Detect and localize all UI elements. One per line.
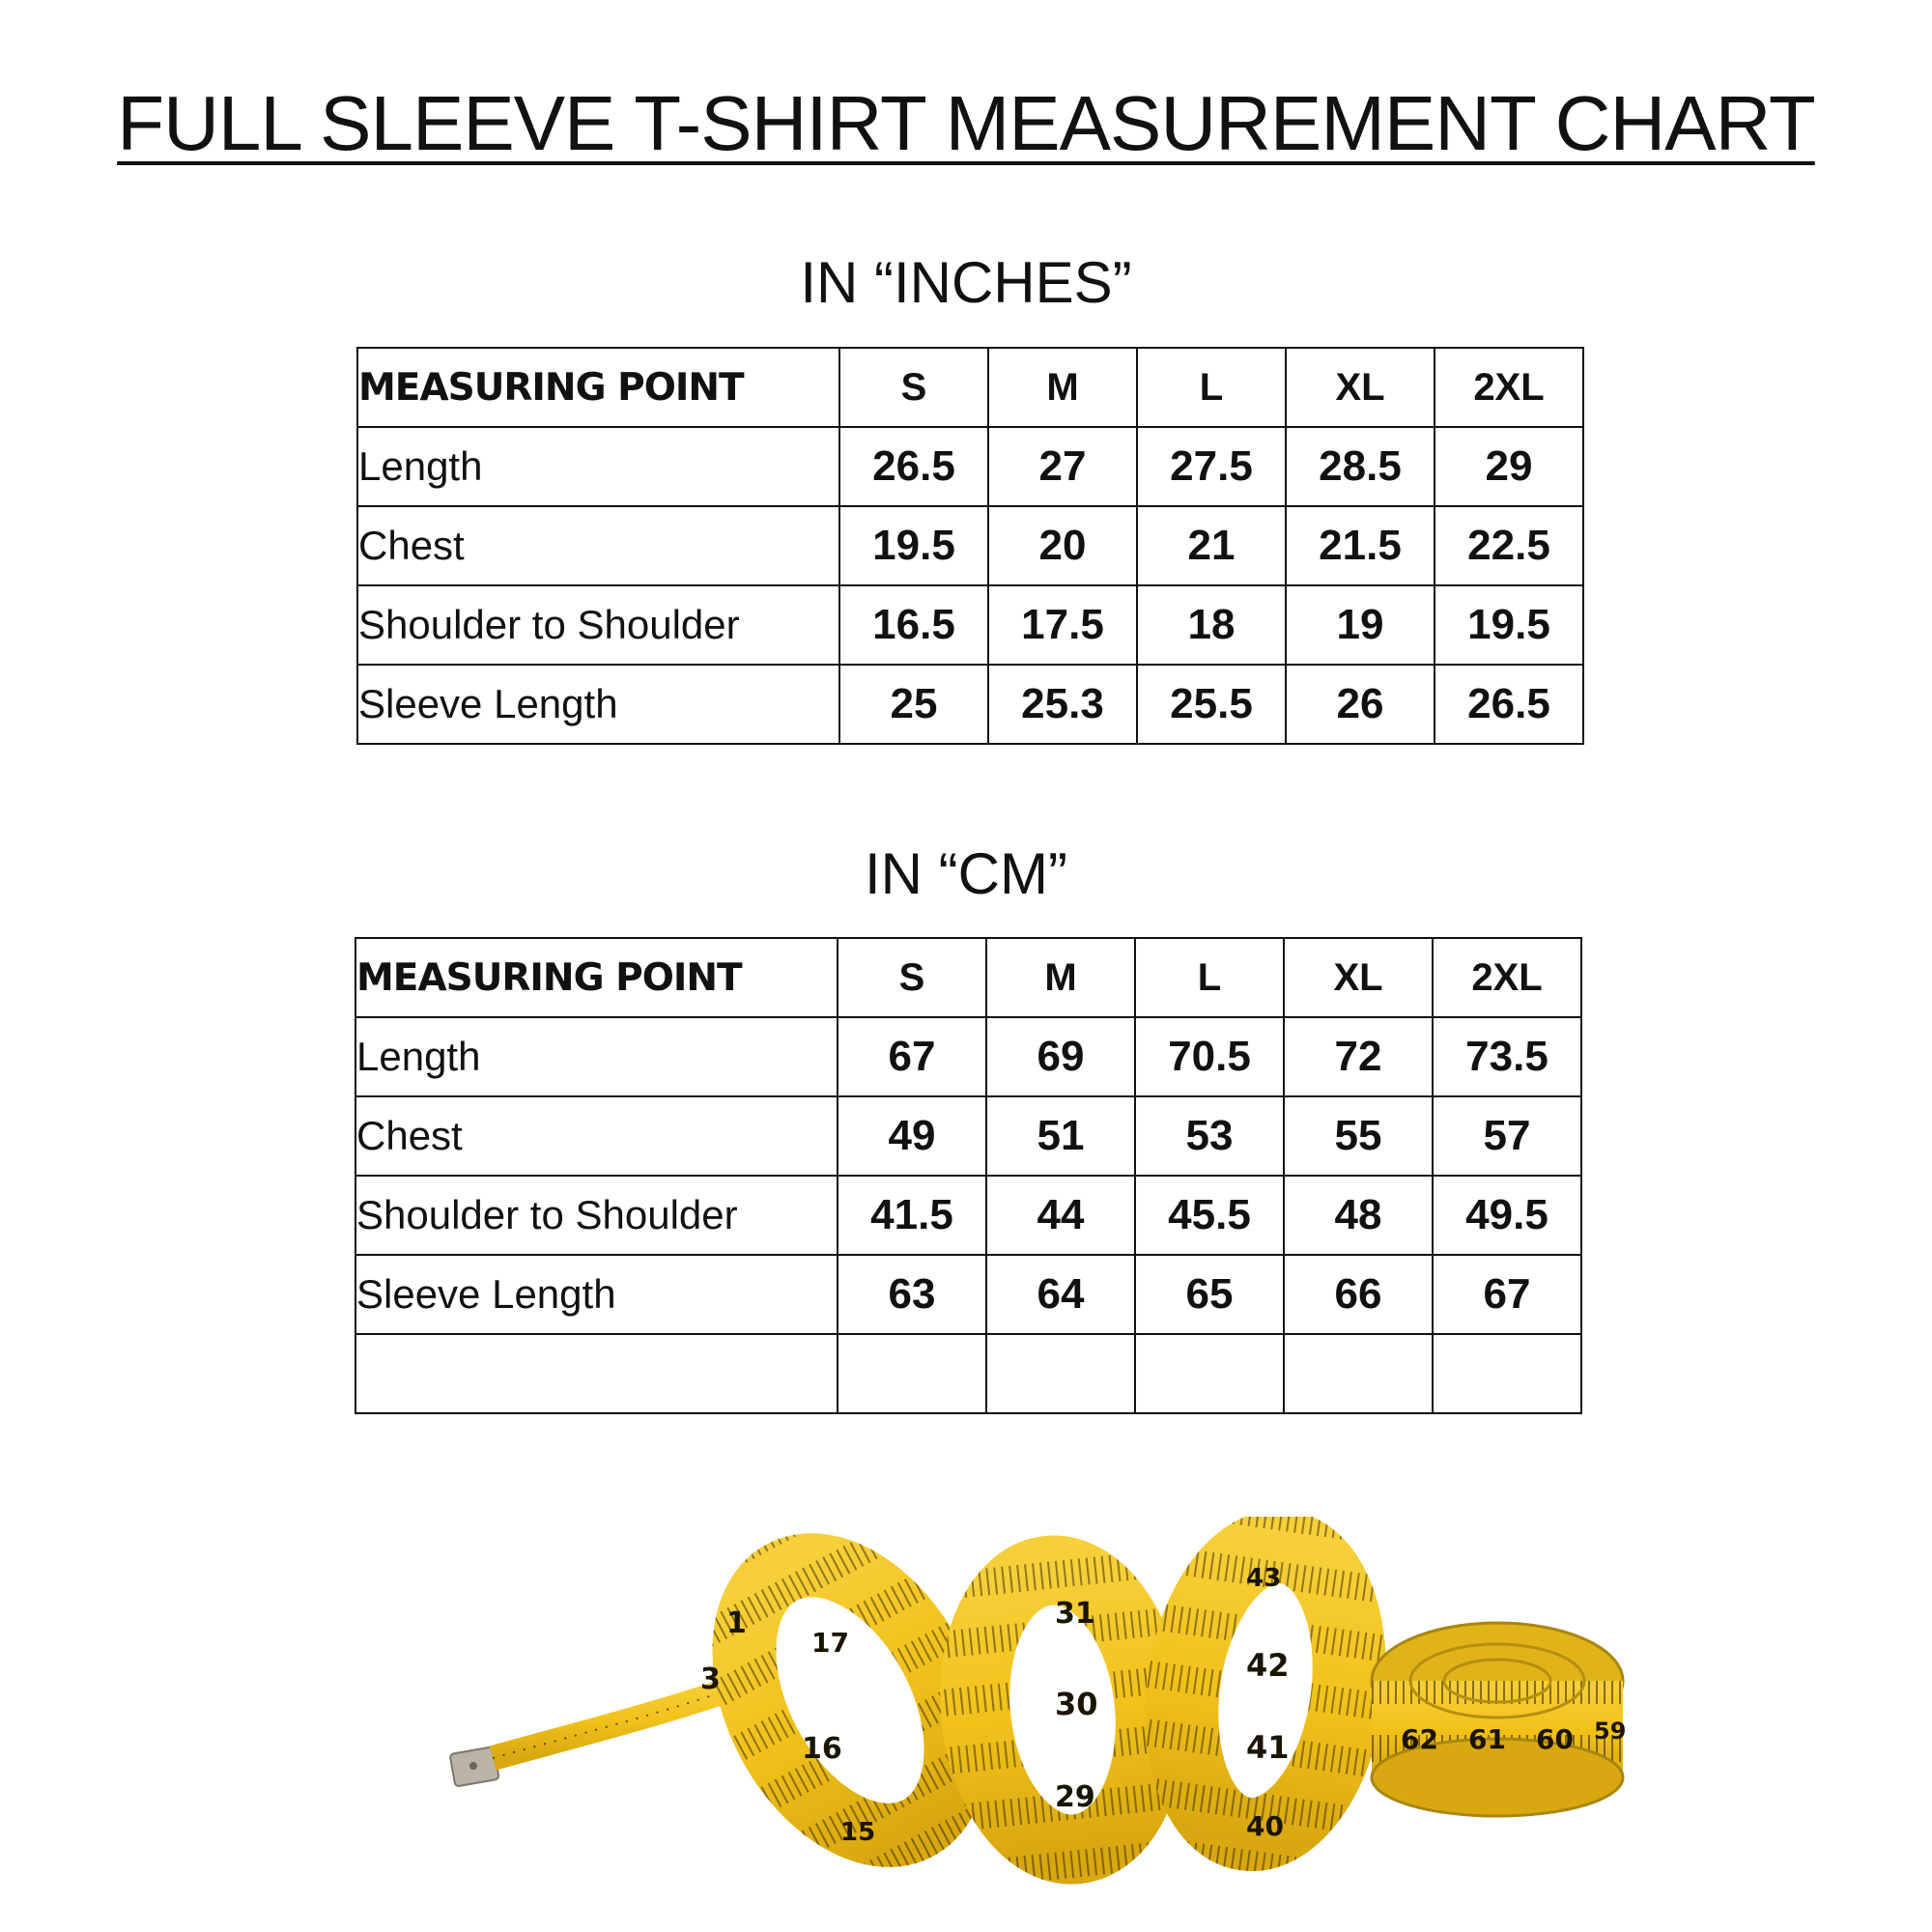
- size-header-xl: XL: [1286, 348, 1435, 427]
- value-cell: 57: [1433, 1096, 1581, 1176]
- measuring-point-header: MEASURING POINT: [357, 348, 839, 427]
- table-row: [355, 1176, 1581, 1255]
- value-cell: 25.5: [1137, 665, 1286, 744]
- value-cell: 55: [1284, 1096, 1433, 1176]
- value-cell: 49: [838, 1096, 986, 1176]
- value-cell: 20: [988, 506, 1137, 585]
- table-header-row: [357, 348, 1583, 427]
- value-cell: 63: [838, 1255, 986, 1334]
- tape-number: 43: [1246, 1564, 1282, 1593]
- value-cell: 41.5: [838, 1176, 986, 1255]
- value-cell: 27.5: [1137, 427, 1286, 506]
- tape-number: 40: [1246, 1810, 1284, 1842]
- row-label: Chest: [355, 1096, 838, 1176]
- value-cell: 17.5: [988, 585, 1137, 665]
- row-label: Shoulder to Shoulder: [355, 1176, 838, 1255]
- value-cell: 22.5: [1435, 506, 1583, 585]
- size-header-m: M: [988, 348, 1137, 427]
- tape-number: 3: [700, 1662, 721, 1696]
- size-header-xl: XL: [1284, 938, 1433, 1017]
- page-title: FULL SLEEVE T-SHIRT MEASUREMENT CHART: [117, 80, 1815, 166]
- table-row: [355, 1096, 1581, 1176]
- tape-number: 30: [1055, 1686, 1098, 1722]
- row-label: Length: [355, 1017, 838, 1096]
- value-cell: 67: [838, 1017, 986, 1096]
- tape-number: 41: [1246, 1729, 1290, 1766]
- row-label: Sleeve Length: [357, 665, 839, 744]
- row-label: Sleeve Length: [355, 1255, 838, 1334]
- value-cell: 26: [1286, 665, 1435, 744]
- table-row: [355, 1255, 1581, 1334]
- measuring-point-header: MEASURING POINT: [355, 938, 838, 1017]
- empty-cell: [838, 1334, 986, 1413]
- inches-table: [356, 347, 1584, 745]
- size-header-2xl: 2XL: [1435, 348, 1583, 427]
- size-header-m: M: [986, 938, 1135, 1017]
- value-cell: 73.5: [1433, 1017, 1581, 1096]
- value-cell: 26.5: [1435, 665, 1583, 744]
- tape-number: 15: [840, 1818, 876, 1847]
- value-cell: 53: [1135, 1096, 1284, 1176]
- cm-table: [355, 937, 1582, 1414]
- value-cell: 25: [839, 665, 988, 744]
- value-cell: 21.5: [1286, 506, 1435, 585]
- cm-section-title: IN “CM”: [865, 841, 1067, 906]
- measuring-tape-icon: [444, 1517, 1642, 1903]
- size-header-l: L: [1137, 348, 1286, 427]
- value-cell: 70.5: [1135, 1017, 1284, 1096]
- tape-number: 16: [802, 1732, 842, 1766]
- tape-number: 31: [1055, 1597, 1095, 1631]
- empty-cell: [986, 1334, 1135, 1413]
- value-cell: 28.5: [1286, 427, 1435, 506]
- table-row: [357, 665, 1583, 744]
- tape-number: 62: [1401, 1723, 1438, 1755]
- value-cell: 45.5: [1135, 1176, 1284, 1255]
- row-label: Chest: [357, 506, 839, 585]
- table-row: [357, 427, 1583, 506]
- tape-number: 17: [811, 1627, 849, 1659]
- value-cell: 19.5: [839, 506, 988, 585]
- empty-cell: [1433, 1334, 1581, 1413]
- value-cell: 18: [1137, 585, 1286, 665]
- tape-number: 42: [1246, 1647, 1290, 1684]
- value-cell: 51: [986, 1096, 1135, 1176]
- table-row: [357, 585, 1583, 665]
- tape-number: 59: [1594, 1718, 1627, 1745]
- value-cell: 26.5: [839, 427, 988, 506]
- row-label: Shoulder to Shoulder: [357, 585, 839, 665]
- measuring-tape-image: [444, 1517, 1642, 1903]
- row-label: Length: [357, 427, 839, 506]
- size-header-s: S: [839, 348, 988, 427]
- value-cell: 66: [1284, 1255, 1433, 1334]
- tape-number: 61: [1468, 1723, 1506, 1755]
- empty-cell: [355, 1334, 838, 1413]
- value-cell: 72: [1284, 1017, 1433, 1096]
- value-cell: 49.5: [1433, 1176, 1581, 1255]
- empty-cell: [1284, 1334, 1433, 1413]
- value-cell: 29: [1435, 427, 1583, 506]
- table-row: [355, 1017, 1581, 1096]
- value-cell: 64: [986, 1255, 1135, 1334]
- tape-number: 1: [726, 1606, 747, 1640]
- size-header-s: S: [838, 938, 986, 1017]
- tape-number: 29: [1055, 1780, 1095, 1814]
- size-header-l: L: [1135, 938, 1284, 1017]
- table-row: [357, 506, 1583, 585]
- tape-number: 60: [1536, 1723, 1574, 1755]
- value-cell: 65: [1135, 1255, 1284, 1334]
- value-cell: 44: [986, 1176, 1135, 1255]
- empty-cell: [1135, 1334, 1284, 1413]
- value-cell: 19.5: [1435, 585, 1583, 665]
- empty-row: [355, 1334, 1581, 1413]
- value-cell: 48: [1284, 1176, 1433, 1255]
- table-header-row: [355, 938, 1581, 1017]
- value-cell: 21: [1137, 506, 1286, 585]
- size-header-2xl: 2XL: [1433, 938, 1581, 1017]
- value-cell: 27: [988, 427, 1137, 506]
- value-cell: 19: [1286, 585, 1435, 665]
- inches-section-title: IN “INCHES”: [800, 250, 1132, 315]
- value-cell: 16.5: [839, 585, 988, 665]
- value-cell: 67: [1433, 1255, 1581, 1334]
- value-cell: 69: [986, 1017, 1135, 1096]
- value-cell: 25.3: [988, 665, 1137, 744]
